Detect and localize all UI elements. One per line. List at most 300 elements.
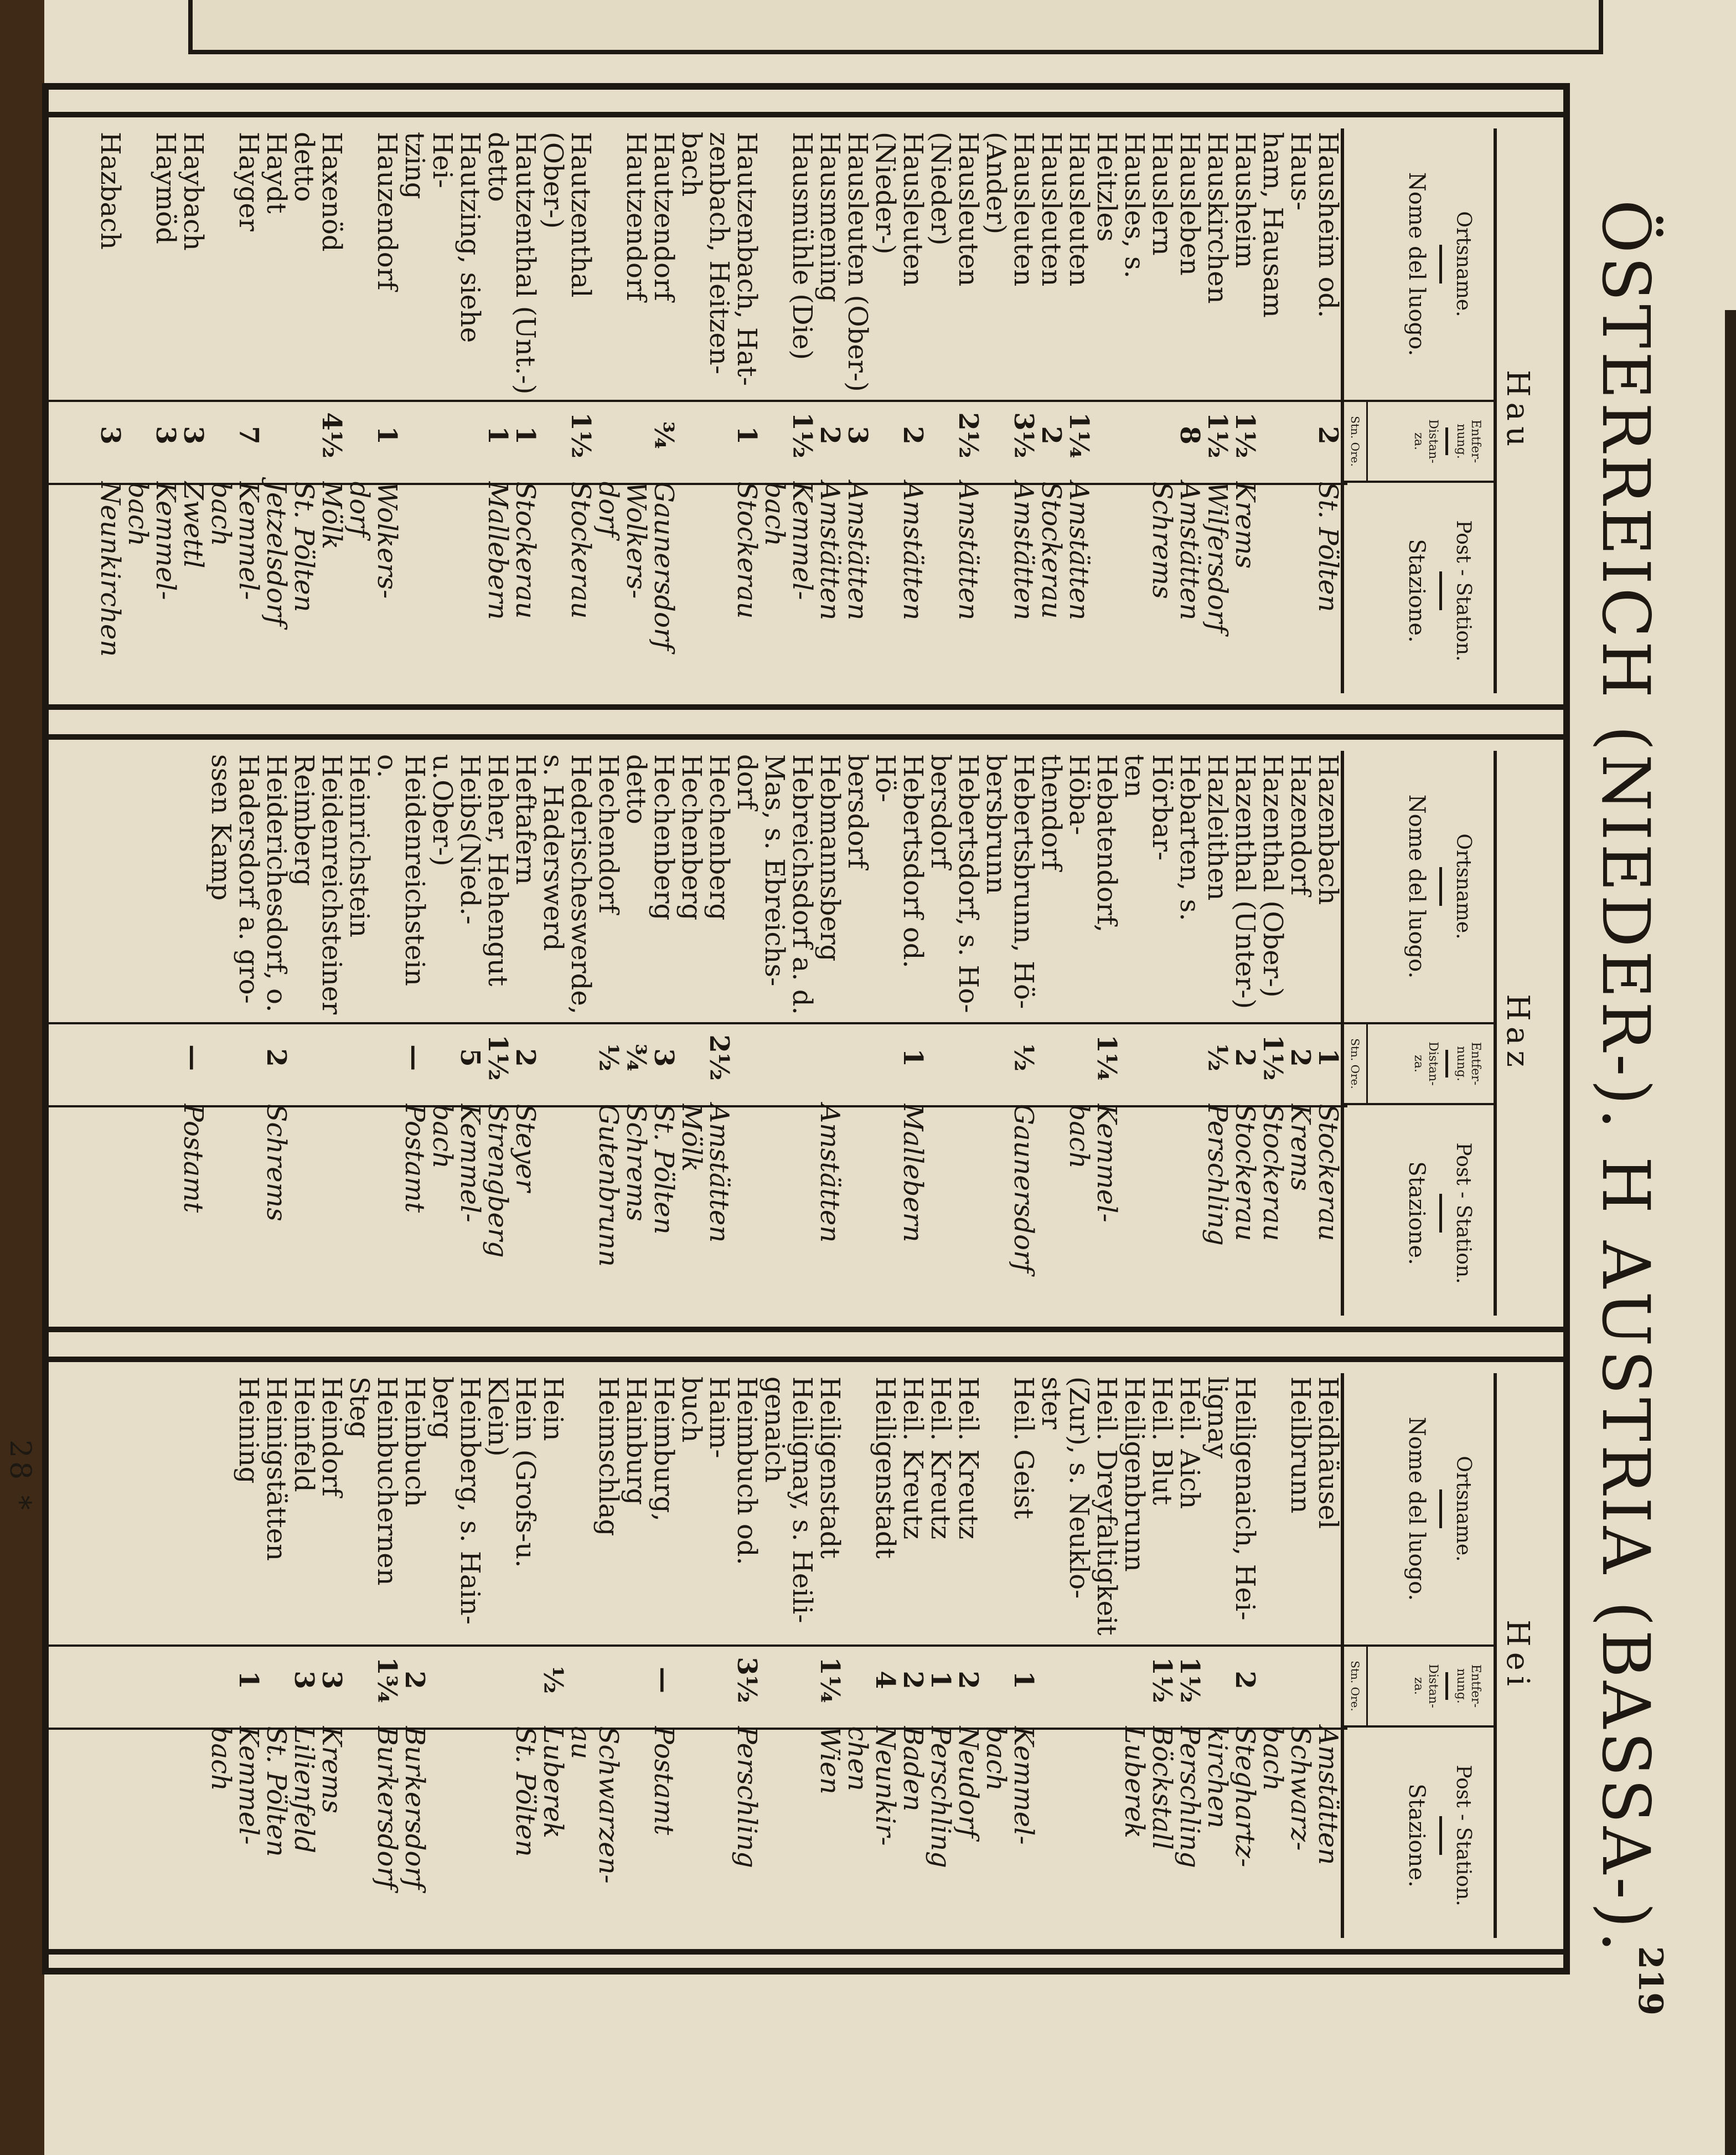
distance — [761, 1640, 816, 1721]
post-station: Amstätten — [1313, 1726, 1344, 1865]
distance: 5 — [454, 1048, 485, 1067]
table-row — [318, 1373, 345, 1938]
place-name: Hausheim — [1229, 132, 1260, 269]
place-name: Heidhäusel — [1313, 1376, 1344, 1529]
distance — [1120, 1017, 1203, 1099]
header-ortsname — [1344, 1373, 1494, 1644]
table-row — [1259, 128, 1342, 693]
place-name: Heidenreichstein o. Heinrichstein — [344, 754, 430, 986]
place-name: Hautzenthal (Ober-) — [538, 132, 596, 298]
post-station: Kemmel- bach — [205, 481, 264, 600]
table-row — [484, 751, 512, 1316]
table-row — [428, 1373, 484, 1938]
place-name: Hazbach — [95, 132, 126, 250]
table-row — [207, 128, 262, 693]
header-rule — [1439, 1489, 1442, 1528]
post-station: Amstätten — [1063, 481, 1094, 621]
distance — [1120, 1640, 1148, 1721]
post-station: Kemmel- bach — [205, 1726, 264, 1845]
header-nome-label: Nome del luogo. — [1404, 172, 1429, 357]
table-row — [1148, 1373, 1176, 1938]
post-station: Burkersdorf — [399, 1726, 430, 1890]
place-name: Haybach — [178, 132, 209, 251]
place-name: Heilignay, s. Heili- genaich — [759, 1376, 818, 1623]
distance: 2 — [261, 1048, 292, 1067]
post-station: Amstätten — [842, 481, 873, 621]
post-station — [539, 1099, 595, 1316]
place-name: Hausleuten (Ober-) — [842, 132, 873, 392]
header-distanza-label: Distan- za. — [1412, 419, 1440, 463]
place-name: Heil. Dreyfaltigkeit (Zur), s. Neuklo- ster — [1036, 1376, 1122, 1636]
place-name: Hautzenbach, Hat- zenbach, Heitzen- bach — [676, 132, 762, 386]
place-name: Hausleuten (Nieder) — [925, 132, 984, 287]
header-rule — [1439, 867, 1442, 906]
place-name: Hebmannsberg — [814, 754, 845, 962]
table-row — [290, 751, 345, 1316]
place-name: Heiligenstadt — [870, 1376, 901, 1559]
place-name: Heining — [233, 1376, 264, 1484]
place-name: Heil. Blut — [1146, 1376, 1177, 1506]
header-rule — [1439, 1816, 1442, 1855]
post-station: Neunkir- chen — [842, 1726, 901, 1846]
post-station: Lilienfeld — [288, 1726, 319, 1854]
place-name: Hautzendorf — [648, 132, 679, 301]
place-name — [179, 751, 207, 1017]
place-name: Haymöd — [150, 132, 181, 244]
post-station: Neunkirchen — [95, 481, 126, 657]
distance: 3½ — [731, 1657, 762, 1703]
table-row — [290, 1373, 318, 1938]
post-station: Perschling — [731, 1726, 762, 1868]
table-row — [539, 1373, 567, 1938]
distance — [567, 1640, 622, 1721]
place-name: detto — [482, 132, 513, 202]
table-row — [290, 128, 318, 693]
distance: 2 — [1229, 1671, 1260, 1689]
table-row — [262, 128, 290, 693]
header-rule — [1439, 1194, 1442, 1233]
table-row — [345, 751, 428, 1316]
post-station — [428, 1721, 484, 1938]
place-name: detto — [621, 754, 652, 824]
table-row — [484, 1373, 539, 1938]
post-station: Amstätten — [814, 1104, 845, 1243]
place-name: Hautzenthal (Unt.-) — [510, 132, 541, 395]
distance: 2 — [1285, 1048, 1316, 1067]
table-row — [345, 1373, 401, 1938]
page-header — [1553, 0, 1670, 2155]
header-entfernung-label: Entfer- nung. — [1454, 1664, 1482, 1708]
table-row — [1037, 751, 1120, 1316]
post-station: Kemmel- bach — [427, 1104, 485, 1223]
post-station: Postamt — [178, 1104, 209, 1213]
distance: 3 — [150, 426, 181, 445]
table-row — [567, 1373, 622, 1938]
place-name: Hederischeswerde, s. Haderswerd — [538, 754, 596, 1014]
header-rule — [1445, 1050, 1448, 1078]
header-post — [1344, 483, 1494, 699]
post-station: Stockerau — [565, 481, 596, 619]
table-row — [1259, 751, 1286, 1316]
header-ortsname — [1344, 751, 1494, 1022]
table-row — [816, 1373, 844, 1938]
distance: 1¼ — [1063, 412, 1094, 458]
distance: 3 — [178, 426, 209, 445]
table-row — [512, 128, 539, 693]
place-name: Hauslern — [1146, 132, 1177, 256]
post-station: Mölk — [676, 1104, 707, 1172]
post-station: Amstätten — [1008, 481, 1039, 621]
table-row — [1120, 1373, 1148, 1938]
distance — [290, 1017, 345, 1099]
post-station — [733, 1099, 816, 1316]
post-station: Gaunersdorf — [1008, 1104, 1039, 1273]
post-station: Zwettl — [178, 481, 209, 569]
post-station: Schrems — [261, 1104, 292, 1221]
table-row — [761, 1373, 816, 1938]
place-name: Heil. Kreutz — [953, 1376, 984, 1540]
post-station: Postamt — [648, 1726, 679, 1836]
table-row — [1176, 128, 1203, 693]
distance — [290, 395, 318, 476]
place-name: Heibs(Nied.-u.Ober-) — [427, 754, 485, 925]
post-station: Mölk — [316, 481, 347, 550]
place-name: Hautzendorf — [621, 132, 652, 301]
table-row — [207, 751, 290, 1316]
distance: 1 — [731, 426, 762, 445]
post-station: Kemmel- bach — [980, 1726, 1039, 1845]
place-name: Hazendorf — [1285, 754, 1316, 896]
place-name: Hebarten, s. Hörbar- ten — [1119, 754, 1205, 921]
place-name: Hechenberg — [648, 754, 679, 921]
distance: 1¼ — [814, 1657, 845, 1703]
distance: 1½ — [1202, 412, 1233, 458]
header-stazione-label: Stazione. — [1404, 1783, 1429, 1888]
distance: ¾ — [648, 421, 679, 450]
table-row — [539, 751, 595, 1316]
post-station: Wolkers- dorf — [593, 481, 652, 599]
header-nome-label: Nome del luogo. — [1404, 794, 1429, 979]
place-name: Hausmening — [814, 132, 845, 302]
distance — [1259, 1640, 1314, 1721]
header-entfernung-label: Entfer- nung. — [1454, 1042, 1482, 1086]
table-row — [816, 128, 844, 693]
post-station: Stockerau — [1036, 481, 1067, 619]
table-row — [1231, 751, 1259, 1316]
table-row — [1093, 128, 1148, 693]
table-row — [1314, 1373, 1342, 1938]
distance: 1½ — [482, 1034, 513, 1081]
distance — [927, 1017, 982, 1099]
header-post-label: Post - Station. — [1452, 1142, 1475, 1284]
header-post-label: Post - Station. — [1452, 520, 1475, 662]
post-station: Steyer — [510, 1104, 541, 1192]
post-station: Baden — [897, 1726, 928, 1812]
post-station: Perschling — [1174, 1726, 1205, 1868]
distance: 2 — [1313, 426, 1344, 445]
post-station — [761, 1721, 816, 1938]
distance: 1½ — [1146, 1657, 1177, 1703]
place-name: Hausmühle (Die) — [787, 132, 818, 360]
header-units: Stn. Ore. — [1344, 1647, 1368, 1725]
place-name: Heil. Kreutz — [925, 1376, 956, 1540]
post-station: Schwarzen- au — [565, 1726, 624, 1884]
place-name: Heinberg, s. Hain- berg — [427, 1376, 485, 1625]
section-haz — [49, 734, 1563, 1332]
post-station: Kemmel- bach — [122, 481, 181, 600]
table-frame — [42, 83, 1570, 1974]
place-name: Hechenberg — [704, 754, 735, 921]
post-station: St. Pölten — [288, 481, 319, 612]
table-row — [1314, 751, 1342, 1316]
distance — [733, 1017, 816, 1099]
distance: 2 — [1229, 1048, 1260, 1067]
distance: 2½ — [704, 1034, 735, 1081]
header-rule — [1439, 571, 1442, 610]
header-units: Stn. Ore. — [1344, 402, 1368, 481]
post-station: Stockerau — [1257, 1104, 1288, 1241]
place-name: Heimschlag — [593, 1376, 624, 1537]
post-station: Schrems — [621, 1104, 652, 1221]
table-row — [927, 751, 982, 1316]
table-row — [733, 751, 816, 1316]
place-name: Haydt — [261, 132, 292, 214]
place-name: Hauzendorf — [371, 132, 402, 291]
table-row — [844, 1373, 899, 1938]
place-name: Heil. Kreutz — [897, 1376, 928, 1540]
distance: ½ — [593, 1044, 624, 1072]
table-row — [982, 751, 1037, 1316]
place-name: Heilbrunn — [1285, 1376, 1316, 1514]
post-station: Postamt — [399, 1104, 430, 1213]
distance: 1½ — [787, 412, 818, 458]
entry-list — [96, 128, 1342, 693]
post-station: Böckstall — [1146, 1726, 1177, 1850]
table-row — [428, 751, 484, 1316]
header-post — [1344, 1105, 1494, 1321]
table-row — [1120, 751, 1203, 1316]
place-name: Heinbuch — [399, 1376, 430, 1507]
place-name: Hausleuten — [1036, 132, 1067, 287]
page-number: 219 — [1631, 1946, 1670, 2015]
distance: 2 — [897, 1671, 928, 1689]
table-row — [207, 1373, 262, 1938]
signature-mark: 28 * — [3, 1440, 37, 1513]
distance: 7 — [233, 426, 264, 445]
distance: 3 — [288, 1671, 319, 1689]
place-name: Heiderichesdorf, o. Hadersdorf a. gro- ssen Kamp — [205, 754, 292, 1013]
distance — [1037, 1640, 1120, 1721]
table-row — [954, 1373, 982, 1938]
post-station — [1093, 476, 1148, 693]
table-row — [595, 751, 622, 1316]
post-station: Amstätten — [704, 1104, 735, 1243]
distance: 8 — [1174, 426, 1205, 445]
post-station — [290, 1099, 345, 1316]
header-stazione-label: Stazione. — [1404, 539, 1429, 643]
distance: 2 — [1036, 426, 1067, 445]
distance: 1 — [1313, 1048, 1344, 1067]
header-nome-label: Nome del luogo. — [1404, 1416, 1429, 1601]
post-station: Steghartz- kirchen — [1202, 1726, 1260, 1868]
place-name: Hausleuten — [1063, 132, 1094, 287]
place-name: Hazleithen — [1202, 754, 1233, 901]
post-station: Burkersdorf — [371, 1726, 402, 1890]
header-entfernung — [1344, 400, 1494, 483]
table-row — [401, 128, 484, 693]
table-row — [1065, 128, 1093, 693]
place-name: Heil. Aich — [1174, 1376, 1205, 1509]
section-code: Hei — [1500, 1620, 1536, 1692]
post-station — [1037, 1721, 1120, 1938]
distance: 1½ — [565, 412, 596, 458]
distance — [1148, 395, 1176, 476]
post-station — [927, 1099, 982, 1316]
distance: 2½ — [953, 412, 984, 458]
table-row — [899, 1373, 927, 1938]
table-row — [1203, 751, 1231, 1316]
section-code: Hau — [1500, 369, 1536, 452]
place-name: Hebatendorf, Höba- thendorf — [1036, 754, 1122, 933]
header-entfernung — [1344, 1022, 1494, 1105]
place-name: Heimburg, Hainburg — [621, 1376, 679, 1522]
table-row — [512, 751, 539, 1316]
place-name: Hazenthal (Unter-) — [1229, 754, 1260, 1009]
table-row — [678, 751, 705, 1316]
header-post — [1344, 1728, 1494, 1943]
table-row — [705, 751, 733, 1316]
table-row — [622, 751, 650, 1316]
post-station — [1120, 1099, 1203, 1316]
distance: 1½ — [1257, 1034, 1288, 1081]
distance — [678, 1017, 705, 1099]
post-station: St. Pölten — [648, 1104, 679, 1235]
distance: 4 — [870, 1671, 901, 1689]
distance — [262, 395, 290, 476]
distance: ½ — [1008, 1044, 1039, 1072]
post-station: Stockerau — [1313, 1104, 1344, 1241]
distance — [1093, 395, 1148, 476]
section-hau — [49, 112, 1563, 710]
post-station: Amstätten — [897, 481, 928, 621]
distance: 2 — [953, 1671, 984, 1689]
table-row — [650, 128, 678, 693]
post-station: Stockerau — [510, 481, 541, 619]
post-station: Gutenbrunn — [593, 1104, 624, 1267]
post-station: Luberek — [538, 1726, 569, 1838]
distance: 3 — [95, 426, 126, 445]
table-row — [844, 128, 871, 693]
table-row — [401, 1373, 428, 1938]
distance: 4½ — [316, 412, 347, 458]
distance: — — [178, 1044, 209, 1071]
table-row — [1286, 751, 1314, 1316]
place-name: Hauskirchen — [1202, 132, 1233, 304]
post-station: Krems — [1285, 1104, 1316, 1191]
distance — [401, 395, 484, 476]
place-name: Hein (Grofs-u. Klein) — [482, 1376, 541, 1568]
column-header — [1341, 751, 1497, 1316]
post-station: Luberek — [1119, 1726, 1150, 1838]
table-row — [816, 751, 844, 1316]
table-row — [982, 128, 1037, 693]
place-name: Hausleuten (Nieder-) — [870, 132, 928, 287]
place-name: Hazenthal (Ober-) — [1257, 754, 1288, 998]
post-station: Mallebern — [482, 481, 513, 620]
table-row — [96, 128, 124, 693]
post-station: St. Pölten — [510, 1726, 541, 1857]
place-name: Hebertsdorf od. Hö- bersdorf — [842, 754, 928, 968]
distance — [595, 395, 650, 476]
place-name: Haxenöd — [316, 132, 347, 252]
table-row — [345, 128, 401, 693]
post-station: St. Pölten — [261, 1726, 292, 1857]
place-name: Heimbuch od. Haim- buch — [676, 1376, 762, 1565]
page-footer — [3, 0, 37, 2155]
table-row — [761, 128, 816, 693]
table-row — [484, 128, 512, 693]
post-station: Amstätten — [814, 481, 845, 621]
table-row — [1148, 128, 1176, 693]
header-ortsname-label: Ortsname. — [1452, 1456, 1475, 1562]
table-row — [927, 1373, 954, 1938]
place-name: Heiligenstadt — [814, 1376, 845, 1559]
table-row — [1037, 128, 1065, 693]
place-name: Heinigstätten — [261, 1376, 292, 1561]
header-ortsname — [1344, 128, 1494, 400]
table-row — [262, 1373, 290, 1938]
place-name: Heher, Hehengut — [482, 754, 513, 987]
header-rule — [1445, 427, 1448, 455]
header-rule — [1445, 1672, 1448, 1700]
place-name: detto — [288, 132, 319, 202]
header-stazione-label: Stazione. — [1404, 1161, 1429, 1265]
table-row — [1203, 1373, 1259, 1938]
place-name: Hechendorf — [593, 754, 624, 914]
place-name: Heinbuchernen Steg — [344, 1376, 402, 1586]
page-title: ÖSTERREICH (NIEDER-). H AUSTRIA (BASSA-). — [1588, 199, 1664, 1956]
place-name: Hechenberg — [676, 754, 707, 921]
place-name: Heftafern — [510, 754, 541, 885]
place-name: Hazenbach — [1313, 754, 1344, 905]
post-station: Mallebern — [897, 1104, 928, 1243]
place-name: Hautzing, siehe Hei- tzing — [399, 132, 485, 343]
place-name: Heiligenaich, Hei- lignay — [1202, 1376, 1260, 1621]
place-name: Heiligenbrunn — [1119, 1376, 1150, 1572]
distance: 1 — [371, 426, 402, 445]
header-ortsname-label: Ortsname. — [1452, 211, 1475, 317]
table-row — [1037, 1373, 1120, 1938]
post-station: Jetzelsdorf — [261, 481, 292, 626]
post-station: Krems — [316, 1726, 347, 1813]
place-name: Heil. Geist — [1008, 1376, 1039, 1519]
table-row — [844, 751, 927, 1316]
table-row — [622, 1373, 678, 1938]
distance: 3 — [648, 1048, 679, 1067]
distance: 2 — [897, 426, 928, 445]
header-rule — [1439, 245, 1442, 283]
place-name: Heindorf — [316, 1376, 347, 1497]
post-station: Schrems — [1146, 481, 1177, 599]
place-name: Hausleuten (Ander) — [980, 132, 1039, 287]
table-row — [678, 128, 761, 693]
post-station: Perschling — [925, 1726, 956, 1868]
post-station: Stockerau — [731, 481, 762, 619]
distance: 2 — [399, 1671, 430, 1689]
column-header — [1341, 128, 1497, 693]
table-row — [678, 1373, 761, 1938]
post-station: Amstätten — [953, 481, 984, 621]
